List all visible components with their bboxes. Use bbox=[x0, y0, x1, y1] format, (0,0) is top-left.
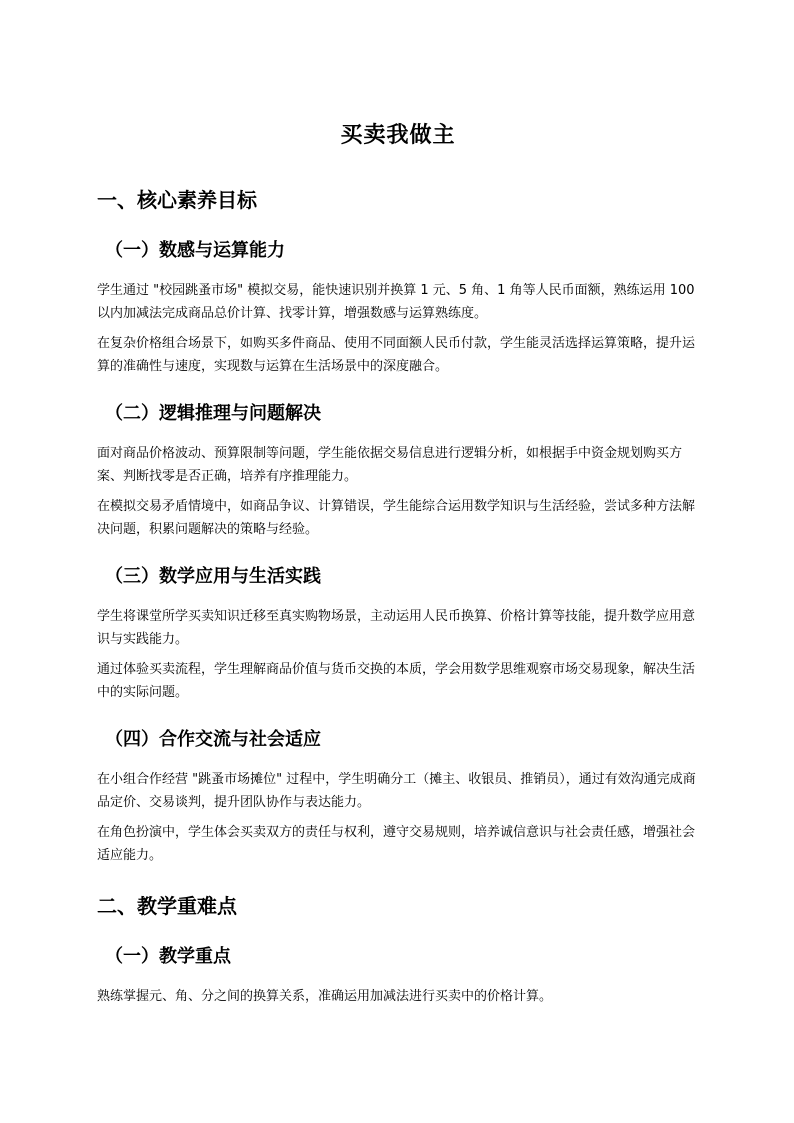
paragraph: 在模拟交易矛盾情境中，如商品争议、计算错误，学生能综合运用数学知识与生活经验，尝试多种方法解决问题，积累问题解决的策略与经验。 bbox=[97, 499, 696, 537]
paragraph: 在角色扮演中，学生体会买卖双方的责任与权利，遵守交易规则，培养诚信意识与社会责任感，增强社会适应能力。 bbox=[97, 825, 696, 863]
document-title: 买卖我做主 bbox=[340, 123, 456, 148]
subsection-heading-number-sense: （一）数感与运算能力 bbox=[105, 240, 285, 261]
paragraph: 在小组合作经营 "跳蚤市场摊位" 过程中，学生明确分工（摊主、收银员、推销员），通过有效沟通完成商品定价、交易谈判，提升团队协作与表达能力。 bbox=[97, 772, 696, 810]
subsection-heading-teaching-focus: （一）教学重点 bbox=[105, 946, 231, 967]
paragraph: 面对商品价格波动、预算限制等问题，学生能依据交易信息进行逻辑分析，如根据手中资金规划购买方案、判断找零是否正确，培养有序推理能力。 bbox=[97, 446, 683, 484]
subsection-heading-math-application: （三）数学应用与生活实践 bbox=[105, 566, 321, 587]
section-heading-key-points: 二、教学重难点 bbox=[97, 894, 237, 918]
paragraph: 熟练掌握元、角、分之间的换算关系，准确运用加减法进行买卖中的价格计算。 bbox=[97, 989, 553, 1004]
section-heading-core-literacy: 一、核心素养目标 bbox=[97, 188, 257, 212]
paragraph: 通过体验买卖流程，学生理解商品价值与货币交换的本质，学会用数学思维观察市场交易现象，解决生活中的实际问题。 bbox=[97, 662, 696, 700]
paragraph: 在复杂价格组合场景下，如购买多件商品、使用不同面额人民币付款，学生能灵活选择运算策略，提升运算的准确性与速度，实现数与运算在生活场景中的深度融合。 bbox=[97, 336, 696, 374]
subsection-heading-cooperation: （四）合作交流与社会适应 bbox=[105, 729, 321, 750]
paragraph: 学生将课堂所学买卖知识迁移至真实购物场景，主动运用人民币换算、价格计算等技能，提升数学应用意识与实践能力。 bbox=[97, 609, 696, 647]
paragraph: 学生通过 "校园跳蚤市场" 模拟交易，能快速识别并换算 1 元、5 角、1 角等人民币面额，熟练运用 100 以内加减法完成商品总价计算、找零计算，增强数感与运算熟练度。 bbox=[97, 283, 695, 321]
subsection-heading-logic-reasoning: （二）逻辑推理与问题解决 bbox=[105, 403, 321, 424]
